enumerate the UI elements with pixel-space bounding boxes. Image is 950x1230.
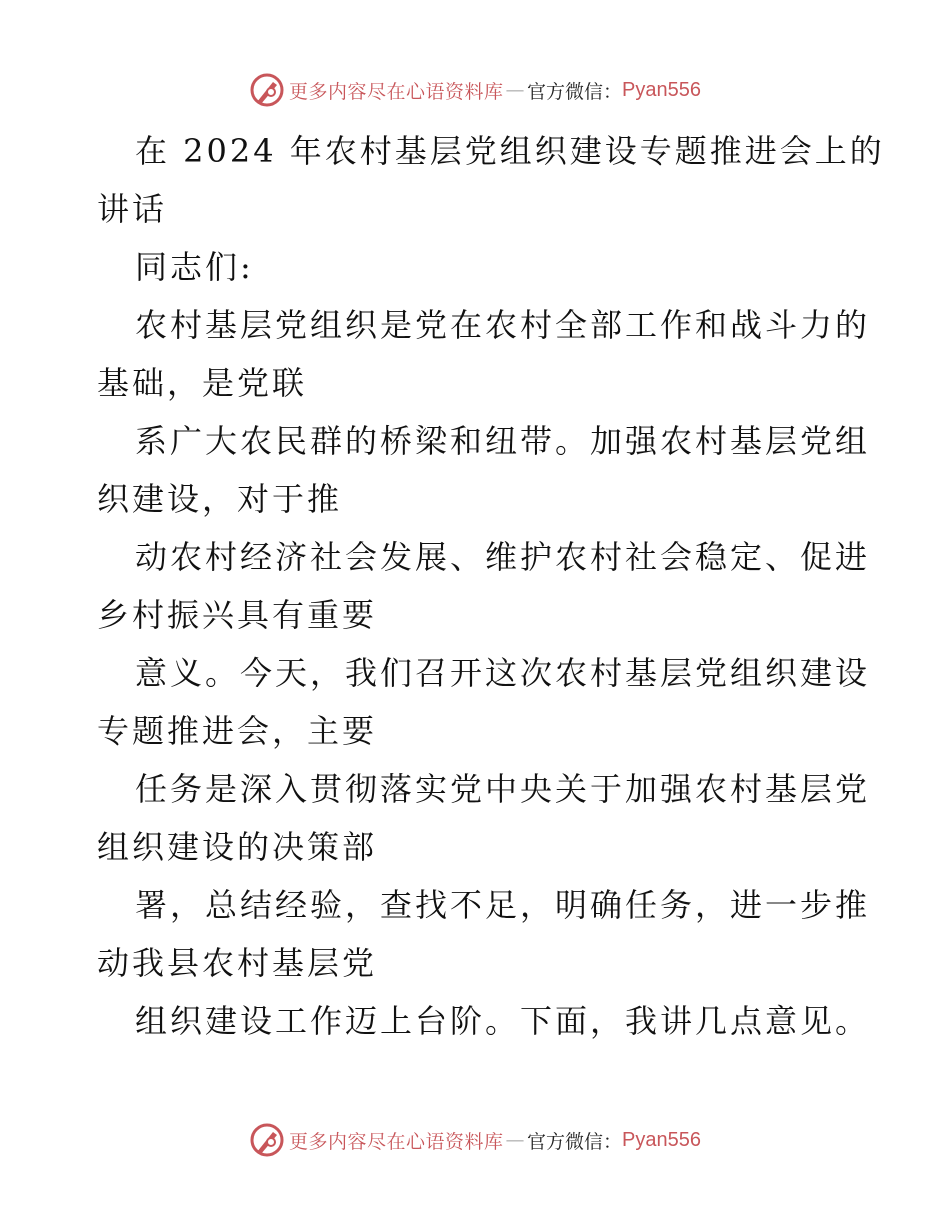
pen-logo-icon [249,72,285,108]
title-line-1: 在 2024 年农村基层党组织建设专题推进会上的 [135,132,885,170]
body-line: 农村基层党组织是党在农村全部工作和战斗力的 [135,306,871,344]
watermark-wechat-id: Pyan556 [622,78,701,101]
title-line-2: 讲话 [97,190,168,228]
watermark-wechat-id: Pyan556 [622,1128,701,1151]
watermark-footer [0,1120,950,1160]
watermark-dash: — [505,1129,526,1151]
body-line: 专题推进会，主要 [97,712,378,750]
body-line: 乡村振兴具有重要 [97,596,378,634]
watermark-dash: — [505,79,526,101]
body-line: 动我县农村基层党 [97,944,378,982]
body-line: 署，总结经验，查找不足，明确任务，进一步推 [135,886,871,924]
body-line: 系广大农民群的桥梁和纽带。加强农村基层党组 [135,422,871,460]
pen-logo-icon [249,1122,285,1158]
body-line: 意义。今天，我们召开这次农村基层党组织建设 [135,654,871,692]
watermark-wechat-label: 官方微信： [527,1130,623,1153]
body-line: 动农村经济社会发展、维护农村社会稳定、促进 [135,538,871,576]
body-line: 织建设，对于推 [97,480,343,518]
watermark-wechat-label: 官方微信： [527,80,623,103]
body-line: 组织建设的决策部 [97,828,378,866]
body-line: 任务是深入贯彻落实党中央关于加强农村基层党 [135,770,871,808]
document-body [97,122,885,1050]
watermark-text: 更多内容尽在心语资料库 [289,1130,504,1153]
salutation: 同志们: [135,248,254,286]
watermark-text: 更多内容尽在心语资料库 [289,80,504,103]
body-line: 组织建设工作迈上台阶。下面，我讲几点意见。 [135,1002,871,1040]
watermark-header [0,70,950,110]
body-line: 基础，是党联 [97,364,308,402]
